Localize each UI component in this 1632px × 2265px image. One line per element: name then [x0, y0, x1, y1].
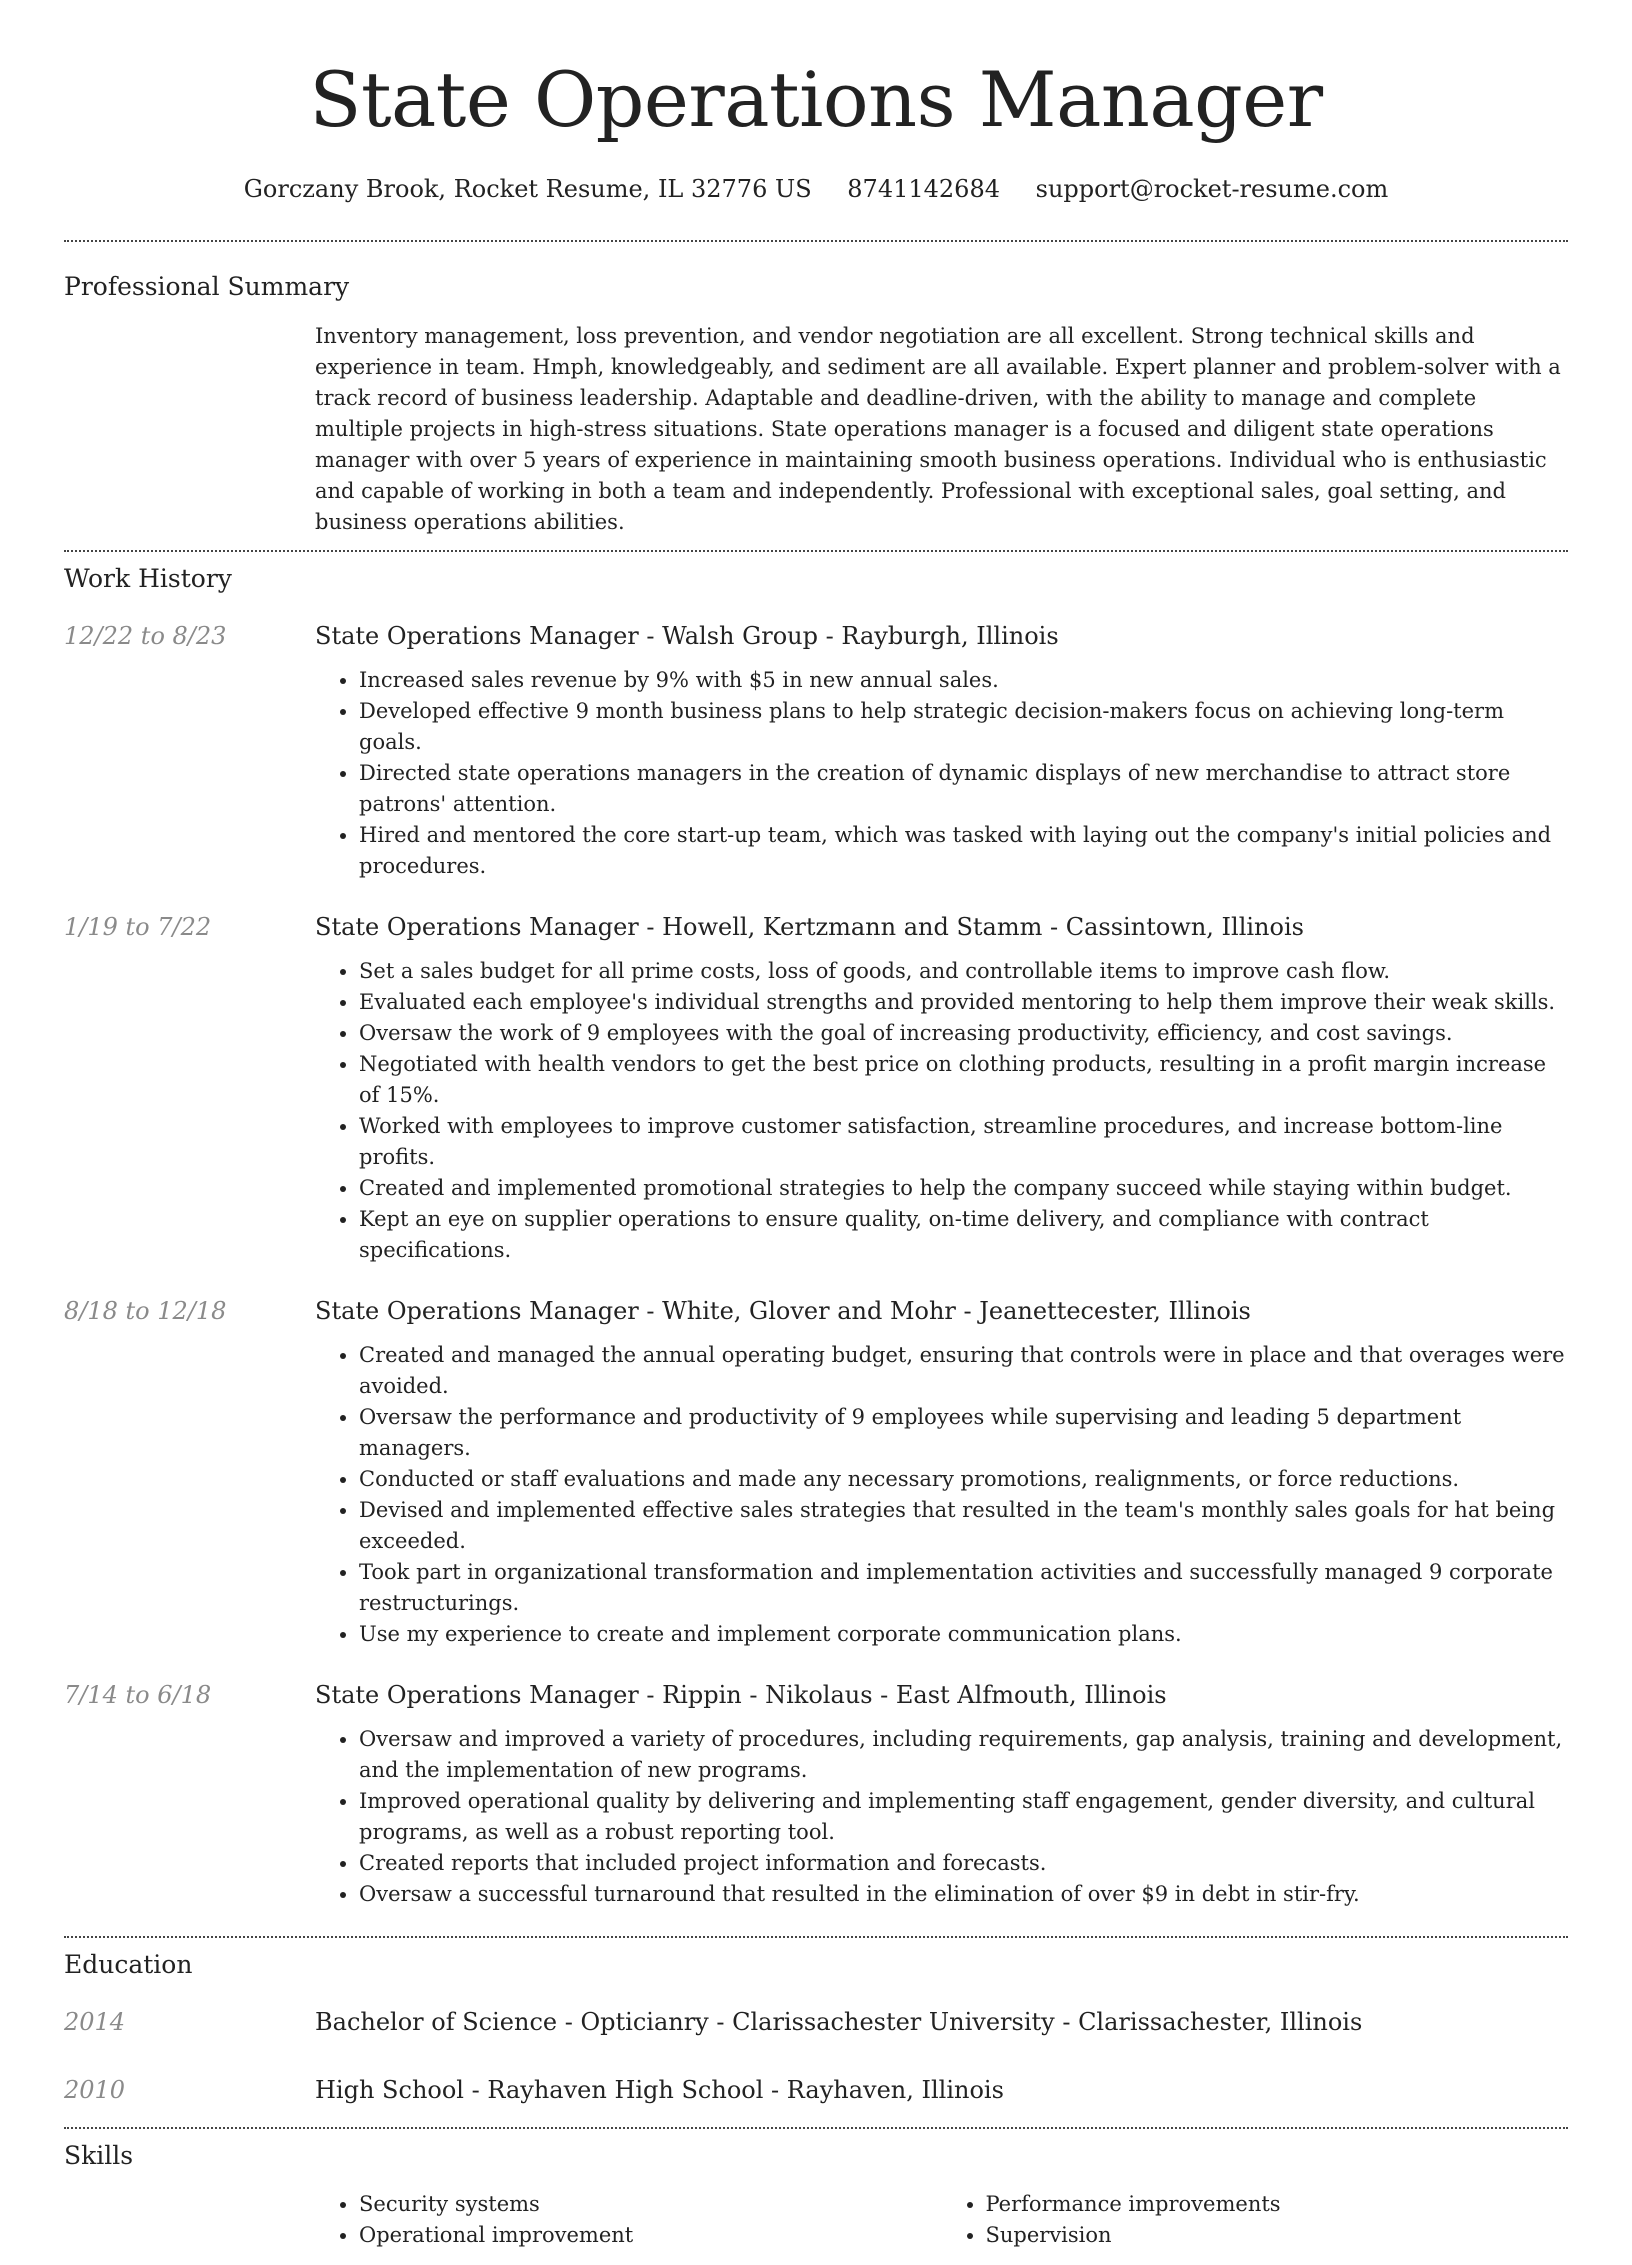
- contact-address: Gorczany Brook, Rocket Resume, IL 32776 US: [243, 175, 812, 203]
- job-bullets: [315, 665, 1568, 882]
- job-bullets: [315, 1724, 1568, 1910]
- contact-line: [0, 172, 1632, 206]
- section-title-skills: Skills: [64, 2141, 134, 2170]
- job-entry: [64, 1678, 1568, 1910]
- education-year: 2010: [64, 2076, 126, 2104]
- page-title: State Operations Manager: [309, 55, 1323, 144]
- job-title: State Operations Manager - White, Glover and Mohr - Jeanettecester, Illinois: [315, 1297, 1251, 1325]
- skill-item: • Supervision: [986, 2220, 1569, 2251]
- list-item: • Devised and implemented effective sales strategies that resulted in the team's monthly sales goals for hat being exceeded.: [359, 1495, 1568, 1557]
- contact-email: support@rocket-resume.com: [1035, 175, 1389, 203]
- job-entry: [64, 1294, 1568, 1650]
- list-item: • Oversaw the work of 9 employees with the goal of increasing productivity, efficiency, and cost savings.: [359, 1018, 1568, 1049]
- job-title: State Operations Manager - Rippin - Nikolaus - East Alfmouth, Illinois: [315, 1681, 1167, 1709]
- skills-column-right: [942, 2189, 1569, 2251]
- skills-list: [315, 2189, 1568, 2251]
- skill-item: • Performance improvements: [986, 2189, 1569, 2220]
- list-item: • Evaluated each employee's individual strengths and provided mentoring to help them improve their weak skills.: [359, 987, 1568, 1018]
- education-list: [0, 2005, 1632, 2107]
- work-history-section: [0, 552, 1632, 1952]
- list-item: • Took part in organizational transformation and implementation activities and successfully managed 9 corporate restructurings.: [359, 1557, 1568, 1619]
- list-item: • Use my experience to create and implement corporate communication plans.: [359, 1619, 1568, 1650]
- list-item: • Created and implemented promotional strategies to help the company succeed while staying within budget.: [359, 1173, 1568, 1204]
- list-item: • Oversaw a successful turnaround that resulted in the elimination of over $9 in debt in stir-fry.: [359, 1879, 1568, 1910]
- section-title-education: Education: [64, 1950, 193, 1979]
- job-entry: [64, 619, 1568, 882]
- job-title: State Operations Manager - Walsh Group - Rayburgh, Illinois: [315, 622, 1059, 650]
- summary-text: Inventory management, loss prevention, and vendor negotiation are all excellent. Strong technical skills and experience in team. Hmph, knowledgeably, and sediment are all available. Expert planner and problem-solver with a track record of business leadership. Adaptable and deadline-driven, with the ability to manage and complete multiple projects in high-stress situations. State operations manager is a focused and diligent state operations manager with over 5 years of experience in maintaining smooth business operations. Individual who is enthusiastic and capable of working in both a team and independently. Professional with exceptional sales, goal setting, and business operations abilities.: [315, 324, 1561, 534]
- education-year: 2014: [64, 2008, 126, 2036]
- section-title-summary: Professional Summary: [64, 272, 350, 301]
- list-item: • Set a sales budget for all prime costs, loss of goods, and controllable items to improve cash flow.: [359, 956, 1568, 987]
- list-item: • Oversaw and improved a variety of procedures, including requirements, gap analysis, training and development, and the implementation of new programs.: [359, 1724, 1568, 1786]
- skill-item: • Security systems: [359, 2189, 942, 2220]
- education-entry: [64, 2073, 1568, 2107]
- job-date: 8/18 to 12/18: [64, 1297, 227, 1325]
- resume-header: [0, 0, 1632, 206]
- list-item: • Increased sales revenue by 9% with $5 in new annual sales.: [359, 665, 1568, 696]
- list-item: • Negotiated with health vendors to get the best price on clothing products, resulting in a profit margin increase of 15%.: [359, 1049, 1568, 1111]
- list-item: • Conducted or staff evaluations and made any necessary promotions, realignments, or force reductions.: [359, 1464, 1568, 1495]
- skill-item: • Operational improvement: [359, 2220, 942, 2251]
- list-item: • Improved operational quality by delivering and implementing staff engagement, gender diversity, and cultural programs, as well as a robust reporting tool.: [359, 1786, 1568, 1848]
- job-date: 1/19 to 7/22: [64, 913, 212, 941]
- job-list: [0, 619, 1632, 1910]
- job-title: State Operations Manager - Howell, Kertzmann and Stamm - Cassintown, Illinois: [315, 913, 1304, 941]
- education-degree: Bachelor of Science - Opticianry - Clarissachester University - Clarissachester, Illinois: [315, 2008, 1363, 2036]
- job-bullets: [315, 956, 1568, 1266]
- skills-column-left: [315, 2189, 942, 2251]
- list-item: • Directed state operations managers in the creation of dynamic displays of new merchandise to attract store patrons' attention.: [359, 758, 1568, 820]
- education-degree: High School - Rayhaven High School - Rayhaven, Illinois: [315, 2076, 1004, 2104]
- summary-section: [0, 242, 1632, 552]
- list-item: • Kept an eye on supplier operations to ensure quality, on-time delivery, and compliance with contract specifications.: [359, 1204, 1568, 1266]
- education-section: [0, 1938, 1632, 2155]
- job-date: 7/14 to 6/18: [64, 1681, 212, 1709]
- section-title-work-history: Work History: [64, 564, 232, 593]
- list-item: • Worked with employees to improve customer satisfaction, streamline procedures, and increase bottom-line profits.: [359, 1111, 1568, 1173]
- education-entry: [64, 2005, 1568, 2039]
- job-date: 12/22 to 8/23: [64, 622, 227, 650]
- list-item: • Developed effective 9 month business plans to help strategic decision-makers focus on achieving long-term goals.: [359, 696, 1568, 758]
- list-item: • Created reports that included project information and forecasts.: [359, 1848, 1568, 1879]
- skills-section: [0, 2129, 1632, 2265]
- job-entry: [64, 910, 1568, 1266]
- contact-phone: 8741142684: [847, 175, 1000, 203]
- list-item: • Oversaw the performance and productivity of 9 employees while supervising and leading 5 department managers.: [359, 1402, 1568, 1464]
- list-item: • Created and managed the annual operating budget, ensuring that controls were in place and that overages were avoided.: [359, 1340, 1568, 1402]
- job-bullets: [315, 1340, 1568, 1650]
- list-item: • Hired and mentored the core start-up team, which was tasked with laying out the company's initial policies and procedures.: [359, 820, 1568, 882]
